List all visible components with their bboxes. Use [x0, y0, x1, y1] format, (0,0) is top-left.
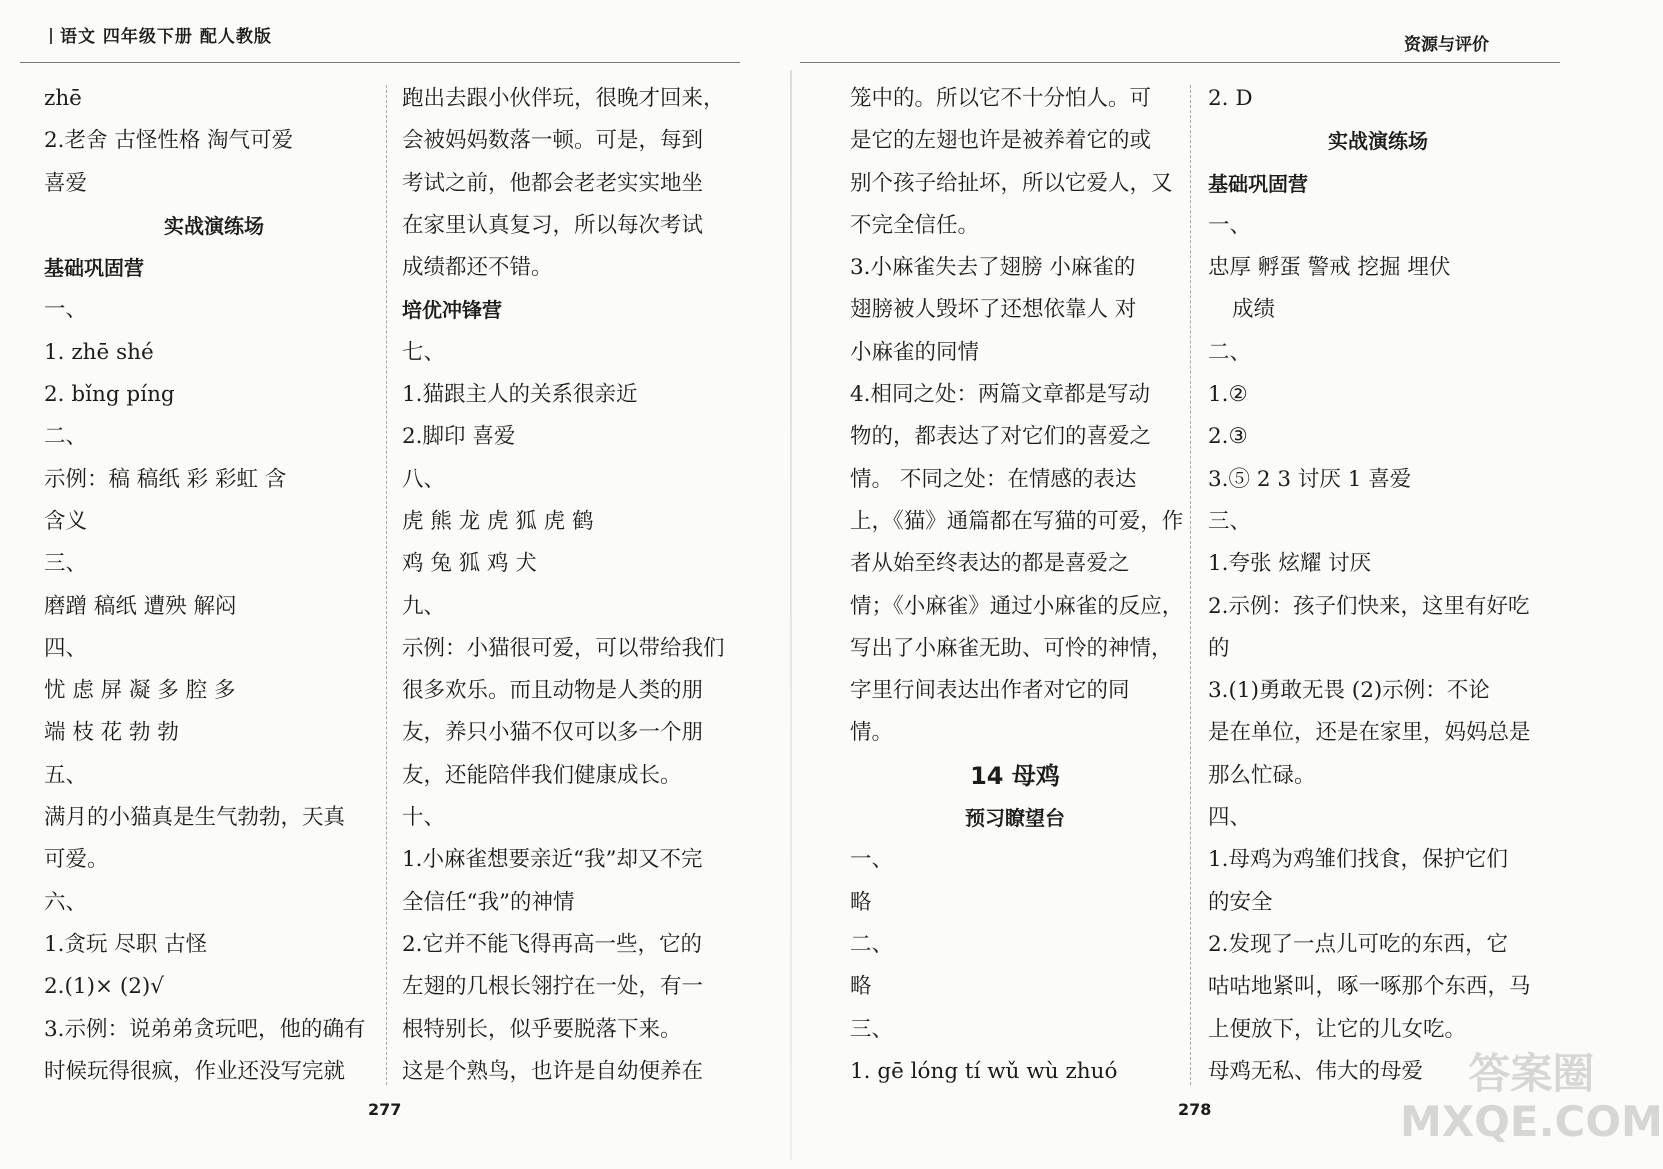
text-line: 是在单位，还是在家里，妈妈总是	[1208, 720, 1531, 746]
text-line: 可爱。	[44, 847, 109, 873]
text-line: 2.老舍 古怪性格 淘气可爱	[44, 128, 294, 154]
text-line: 全信任“我”的神情	[402, 889, 575, 915]
text-line: 4.相同之处：两篇文章都是写动	[850, 382, 1151, 408]
text-line: 虎 熊 龙 虎 狐 虎 鹤	[402, 508, 594, 534]
text-line: 成绩	[1232, 297, 1276, 323]
header-rule-left	[20, 62, 740, 63]
text-line: 的	[1208, 635, 1230, 661]
answer-column-3	[850, 78, 1184, 1093]
text-line: 1. gē lóng tí wǔ wù zhuó	[850, 1058, 1118, 1084]
text-line: 2.脚印 喜爱	[402, 424, 516, 450]
answer-column-1	[44, 78, 384, 1093]
text-line: 二、	[1208, 339, 1252, 365]
text-line: 1.母鸡为鸡雏们找食，保护它们	[1208, 847, 1509, 873]
text-line: 一、	[44, 297, 88, 323]
watermark-logo: 答案圈 MXQE.COM	[1400, 1049, 1663, 1146]
text-line: 略	[850, 889, 872, 915]
answer-column-2	[402, 78, 747, 1093]
text-line: 四、	[44, 635, 88, 661]
text-line: 一、	[1208, 212, 1252, 238]
text-line: 2.发现了一点儿可吃的东西，它	[1208, 931, 1509, 957]
lesson-title: 14 母鸡	[970, 761, 1060, 790]
text-line: 2. bǐng píng	[44, 382, 175, 408]
page-number-left: 277	[368, 1100, 402, 1119]
text-line: 端 枝 花 勃 勃	[44, 720, 179, 746]
text-line: 1.小麻雀想要亲近“我”却又不完	[402, 847, 703, 873]
text-line: 时候玩得很疯，作业还没写完就	[44, 1058, 346, 1084]
text-line: 七、	[402, 339, 446, 365]
text-line: 含义	[44, 508, 88, 534]
subsection-heading: 基础巩固营	[1208, 171, 1308, 196]
text-line: 略	[850, 974, 872, 1000]
column-divider-left-page	[386, 85, 387, 1085]
text-line: 2.③	[1208, 424, 1248, 450]
text-line: 在家里认真复习，所以每次考试	[402, 212, 704, 238]
text-line: 情。	[850, 720, 894, 746]
text-line: 跑出去跟小伙伴玩，很晚才回来，	[402, 86, 725, 111]
text-line: 2. D	[1208, 86, 1253, 111]
text-line: 1.猫跟主人的关系很亲近	[402, 382, 638, 408]
page-number-right: 278	[1178, 1100, 1212, 1119]
text-line: 1. zhē shé	[44, 339, 154, 365]
text-line: 一、	[850, 847, 894, 873]
text-line: 会被妈妈数落一顿。可是，每到	[402, 128, 704, 154]
subsection-heading: 基础巩固营	[44, 256, 144, 281]
text-line: 左翅的几根长翎拧在一处，有一	[402, 974, 704, 1000]
text-line: 上，《猫》通篇都在写猫的可爱，作	[850, 508, 1184, 534]
text-line: 者从始至终表达的都是喜爱之	[850, 551, 1130, 577]
text-line: 六、	[44, 889, 88, 915]
text-line: 2.示例：孩子们快来，这里有好吃	[1208, 593, 1530, 619]
text-line: 三、	[1208, 508, 1252, 534]
text-line: 考试之前，他都会老老实实地坐	[402, 170, 704, 196]
text-line: 友，养只小猫不仅可以多一个朋	[402, 720, 704, 746]
text-line: 的安全	[1208, 889, 1273, 915]
text-line: 2.它并不能飞得再高一些，它的	[402, 931, 703, 957]
text-line: 根特别长，似乎要脱落下来。	[402, 1016, 682, 1042]
text-line: 二、	[850, 931, 894, 957]
book-title: 语文 四年级下册 配人教版	[60, 27, 272, 47]
text-line: 3.小麻雀失去了翅膀 小麻雀的	[850, 255, 1136, 281]
text-line: 3.(1)勇敢无畏 (2)示例：不论	[1208, 678, 1490, 704]
text-line: 不完全信任。	[850, 212, 980, 238]
book-gutter	[790, 70, 792, 1160]
header-rule-right	[800, 62, 1560, 63]
text-line: 这是个熟鸟，也许是自幼便养在	[402, 1058, 704, 1084]
running-header-right: 资源与评价	[1404, 35, 1489, 55]
text-line: 鸡 兔 狐 鸡 犬	[402, 551, 537, 577]
text-line: 上便放下，让它的儿女吃。	[1208, 1016, 1467, 1042]
text-line: 别个孩子给扯坏，所以它爱人，又	[850, 170, 1173, 196]
text-line: 物的，都表达了对它们的喜爱之	[850, 424, 1152, 450]
answer-column-4	[1208, 78, 1548, 1093]
text-line: 三、	[850, 1016, 894, 1042]
text-line: 友，还能陪伴我们健康成长。	[402, 762, 682, 788]
running-header-left	[50, 22, 272, 47]
text-line: 3.⑤ 2 3 讨厌 1 喜爱	[1208, 466, 1412, 492]
text-line: 成绩都还不错。	[402, 255, 553, 281]
text-line: 很多欢乐。而且动物是人类的朋	[402, 678, 704, 704]
text-line: 忠厚 孵蛋 警戒 挖掘 埋伏	[1208, 255, 1451, 281]
text-line: 笼中的。所以它不十分怕人。可	[850, 86, 1152, 111]
text-line: 写出了小麻雀无助、可怜的神情，	[850, 635, 1173, 661]
section-heading: 预习瞭望台	[965, 806, 1065, 831]
text-line: 是它的左翅也许是被养着它的或	[850, 128, 1152, 154]
text-line: 1.贪玩 尽职 古怪	[44, 931, 208, 957]
text-line: 五、	[44, 762, 88, 788]
text-line: 满月的小猫真是生气勃勃，天真	[44, 805, 346, 831]
section-heading: 实战演练场	[164, 213, 264, 238]
text-line: 喜爱	[44, 170, 88, 196]
text-line: 母鸡无私、伟大的母爱	[1208, 1058, 1424, 1084]
text-line: zhē	[44, 86, 82, 111]
text-line: 情。 不同之处：在情感的表达	[850, 466, 1137, 492]
text-line: 2.(1)× (2)√	[44, 974, 164, 1000]
text-line: 3.示例：说弟弟贪玩吧，他的确有	[44, 1016, 366, 1042]
text-line: 那么忙碌。	[1208, 762, 1316, 788]
text-line: 磨蹭 稿纸 遭殃 解闷	[44, 593, 237, 619]
text-line: 十、	[402, 805, 446, 831]
text-line: 情；《小麻雀》通过小麻雀的反应，	[850, 593, 1184, 619]
text-line: 九、	[402, 593, 446, 619]
text-line: 咕咕地紧叫，啄一啄那个东西，马	[1208, 974, 1531, 1000]
subsection-heading: 培优冲锋营	[402, 298, 502, 323]
text-line: 示例：小猫很可爱，可以带给我们	[402, 635, 725, 661]
text-line: 二、	[44, 424, 88, 450]
text-line: 四、	[1208, 805, 1252, 831]
text-line: 三、	[44, 551, 88, 577]
text-line: 八、	[402, 466, 446, 492]
text-line: 1.②	[1208, 382, 1248, 408]
text-line: 忧 虑 屏 凝 多 腔 多	[44, 678, 236, 704]
text-line: 1.夸张 炫耀 讨厌	[1208, 551, 1372, 577]
text-line: 翅膀被人毁坏了还想依靠人 对	[850, 297, 1137, 323]
text-line: 示例：稿 稿纸 彩 彩虹 含	[44, 466, 287, 492]
section-heading: 实战演练场	[1328, 129, 1428, 154]
text-line: 字里行间表达出作者对它的同	[850, 678, 1130, 704]
column-divider-right-page	[1190, 85, 1191, 1085]
text-line: 小麻雀的同情	[850, 339, 980, 365]
